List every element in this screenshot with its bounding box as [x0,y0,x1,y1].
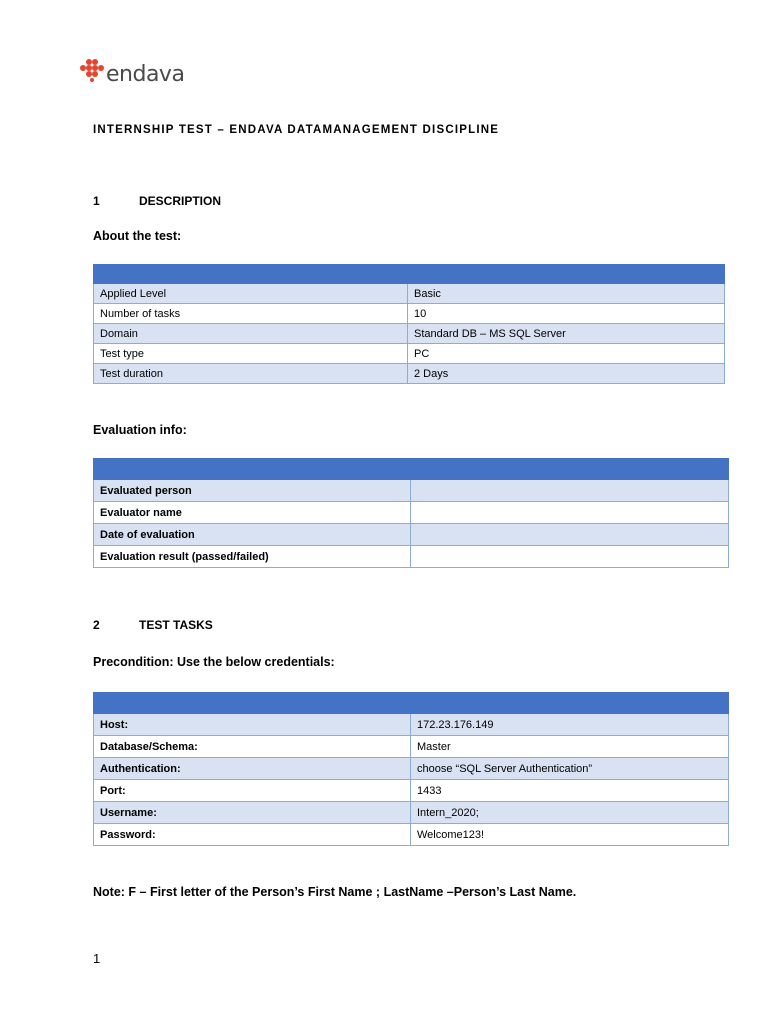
section-1-title: DESCRIPTION [139,194,222,208]
table-row [94,824,729,846]
table-cell-label: Domain [94,324,408,344]
table-row [94,304,725,324]
table-row [94,364,725,384]
table-row [94,480,729,502]
table-row [94,324,725,344]
table-cell-label: Port: [94,780,411,802]
document-title: INTERNSHIP TEST – ENDAVA DATAMANAGEMENT DISCIPLINE [93,124,500,136]
table-cell-value[interactable] [411,546,729,568]
evaluation-table [93,458,729,568]
table-cell-label: Evaluated person [94,480,411,502]
table-row [94,284,725,304]
table-row [94,780,729,802]
page-number: 1 [93,951,101,966]
table-row [94,736,729,758]
note-text: Note: F – First letter of the Person’s First Name ; LastName –Person’s Last Name. [93,885,577,899]
table-cell-label: Password: [94,824,411,846]
table-cell-value[interactable] [411,524,729,546]
table-row [94,546,729,568]
evaluation-info-label: Evaluation info: [93,423,187,437]
table-header-row [94,459,729,480]
table-header-row [94,693,729,714]
precondition-text: Precondition: Use the below credentials: [93,655,335,669]
table-header-row [94,265,725,284]
section-1-number: 1 [93,194,100,208]
table-cell-label: Evaluation result (passed/failed) [94,546,411,568]
table-cell-value: Intern_2020; [411,802,729,824]
table-cell-value: 172.23.176.149 [411,714,729,736]
table-cell-value: 1433 [411,780,729,802]
table-row [94,802,729,824]
table-cell-label: Evaluator name [94,502,411,524]
table-row [94,758,729,780]
table-cell-value: 2 Days [408,364,725,384]
table-cell-value: choose “SQL Server Authentication” [411,758,729,780]
table-cell-label: Authentication: [94,758,411,780]
table-cell-value: Standard DB – MS SQL Server [408,324,725,344]
table-cell-label: Applied Level [94,284,408,304]
table-cell-label: Date of evaluation [94,524,411,546]
table-cell-label: Username: [94,802,411,824]
credentials-table [93,692,729,846]
table-cell-label: Test type [94,344,408,364]
table-cell-value: Basic [408,284,725,304]
table-row [94,714,729,736]
section-2-number: 2 [93,618,100,632]
table-cell-value: 10 [408,304,725,324]
table-row [94,524,729,546]
table-cell-value: Master [411,736,729,758]
table-row [94,344,725,364]
table-cell-label: Host: [94,714,411,736]
table-cell-value[interactable] [411,502,729,524]
table-cell-value: PC [408,344,725,364]
about-test-table [93,264,725,384]
table-cell-label: Number of tasks [94,304,408,324]
table-cell-label: Database/Schema: [94,736,411,758]
logo-text: endava [106,62,185,87]
table-cell-value: Welcome123! [411,824,729,846]
table-cell-value[interactable] [411,480,729,502]
endava-logo [80,56,190,92]
about-test-label: About the test: [93,229,182,243]
table-cell-label: Test duration [94,364,408,384]
table-row [94,502,729,524]
section-2-title: TEST TASKS [139,618,213,632]
